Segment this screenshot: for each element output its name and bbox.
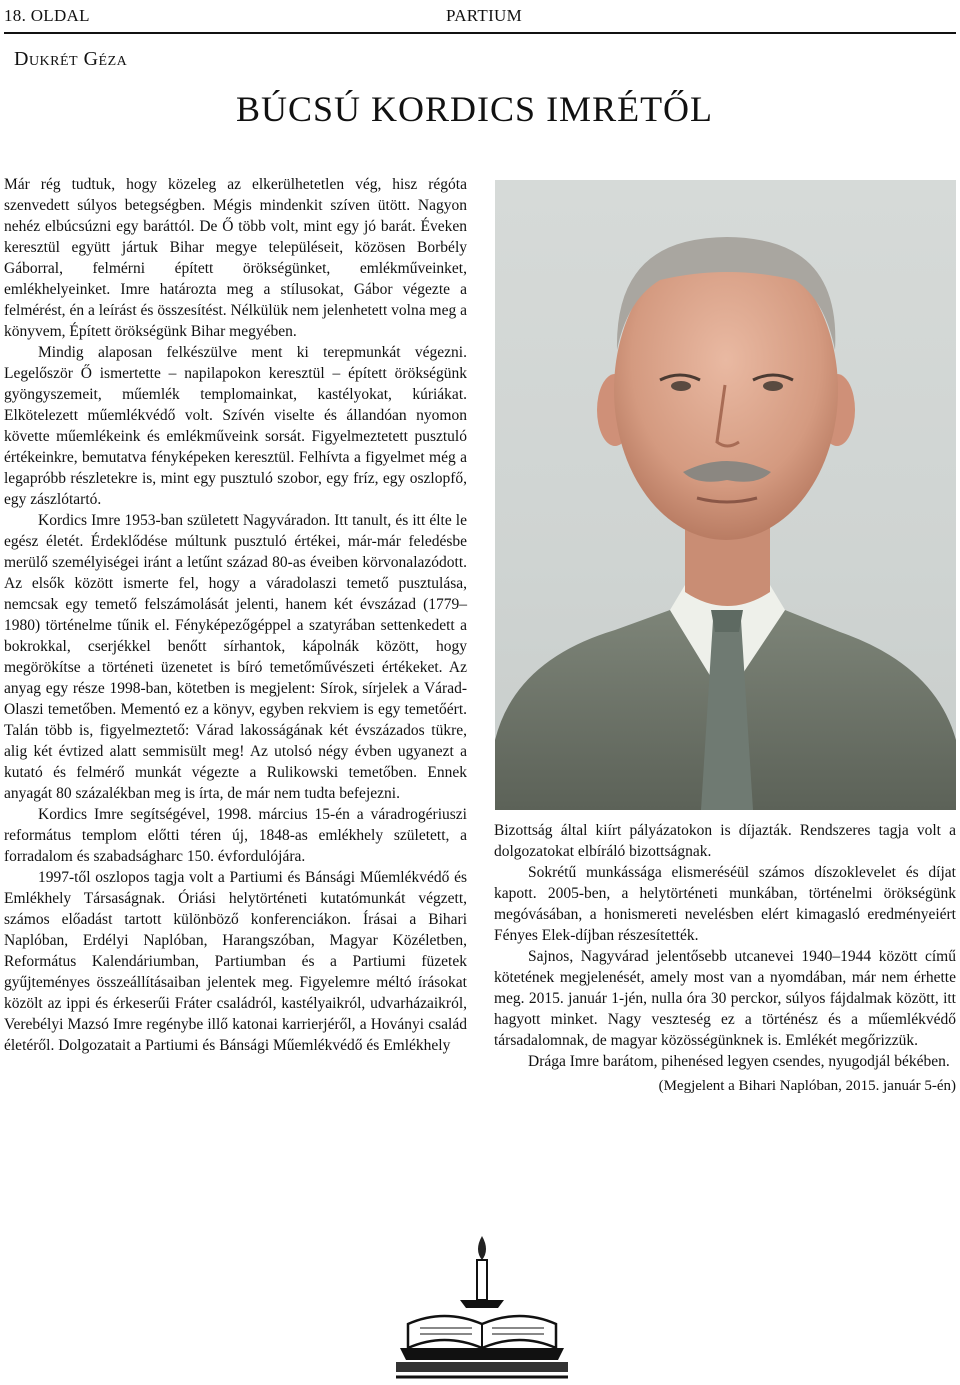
paragraph: Már rég tudtuk, hogy közeleg az elkerülhetetlen vég, hisz régóta szenvedett súlyos betegségben. Mégis mindenkit szíven ütött. Nagyon nehéz elbúcsúzni egy baráttól. De Ő több volt, mint egy jó barát. Éveken keresztül együtt jártuk Bihar megye településeit, közösen Borbély Gáborral, felmérni épített örökségünket, emlékműveinket, emlékhelyeinket. Imre határozta meg a stílusokat, Gábor végezte a felmérést, én a leírást és összesítést. Nélkülük nem jelenhetett volna meg a könyvem, Épített örökségünk Bihar megyében. (4, 176, 467, 340)
portrait-photo (495, 180, 956, 810)
open-book-candle-ornament (394, 1232, 570, 1380)
paragraph: Mindig alaposan felkészülve ment ki terepmunkát végezni. Legelőször Ő ismertette – napilapokon keresztül – épített örökségünk gyöngyszemeit, műemlék templomainkat, kastélyokat, kúriákat. Elkötelezett műemlékvédő volt. Szívén viselte és állandóan nyomon követte műemlékeink és emlékműveink sorsát. Figyelmeztetett pusztuló értékeinkre, bemutatva fényképeken keresztül. Felhívta a figyelmet még a legapróbb részletekre is, mint egy pusztuló szobor, egy fríz, egy oszlopfő, egy zászlótartó. (4, 344, 467, 508)
paragraph: Sajnos, Nagyvárad jelentősebb utcanevei 1940–1944 között című kötetének megjelenését, amely most van a nyomdában, már nem érhette meg. 2015. január 1-jén, nulla óra 30 perckor, súlyos fájdalmak között, itt hagyott minket. Nagy veszteség ez a történész és a műemlékvédő társadalomnak, de magyar közösségünknek is. Emlékét megőrizzük. (494, 948, 956, 1049)
article-title: BÚCSÚ KORDICS IMRÉTŐL (236, 89, 714, 129)
portrait-photo-icon (495, 180, 956, 810)
paragraph: Bizottság által kiírt pályázatokon is díjazták. Rendszeres tagja volt a dolgozatokat elbíráló bizottságnak. (494, 822, 956, 860)
journal-name: PARTIUM (446, 6, 523, 25)
header-rule (4, 32, 956, 34)
article-author: Dukrét Géza (14, 48, 128, 70)
right-column (494, 820, 956, 1097)
ornament-icon (394, 1232, 570, 1380)
paragraph: 1997-től oszlopos tagja volt a Partiumi és Bánsági Műemlékvédő és Emlékhely Társaságnak. Óriási helytörténeti kutatómunkát végzett, számos előadást tartott különböző konferenciákon. Írásai a Bihari Naplóban, Erdélyi Naplóban, Harangszóban, Magyar Közéletben, Református Kalendáriumban, Partiumban és a Partiumi füzetek gyűjteményes összeállításaiban jelentek meg. Figyelemre méltó írásokat közölt az ippi és érkeserűi Fráter családról, kastélyaikról, udvarházaikról, Verebélyi Mazsó Imre regénybe illő katonai karrierjéről, a Hoványi család életéről. Dolgozatait a Partiumi és Bánsági Műemlékvédő és Emlékhely (4, 869, 467, 1054)
paragraph: Sokrétű munkássága elismeréséül számos díszoklevelet és díjat kapott. 2005-ben, a helytörténeti munkában, történelmi örökségünk megóvásában, a honismereti nevelésben elért kimagasló eredményeiért Fényes Elek-díjban részesítették. (494, 864, 956, 944)
source-note: (Megjelent a Bihari Naplóban, 2015. január 5-én) (658, 1078, 956, 1094)
page-number: 18. OLDAL (4, 6, 90, 25)
page-header (4, 2, 956, 32)
paragraph: Kordics Imre segítségével, 1998. március 15-én a váradrogériuszi református templom előtti téren új, 1848-as emlékhely született, a forradalom és szabadságharc 150. évfordulójára. (4, 806, 467, 865)
left-column (4, 174, 467, 1056)
paragraph: Kordics Imre 1953-ban született Nagyváradon. Itt tanult, és itt élte le egész életét. Érdeklődése múltunk pusztuló értékei, már-már feledésbe merülő személyiségei iránt a letűnt század 80-as éveiben körvonalazódott. Az elsők között ismerte fel, hogy a váradolaszi temető pusztulása, nemcsak egy temető felszámolását jelenti, hanem két évszázad (1779–1980) történelme tűnik el. Fényképezőgéppel a szatyrában settenkedett a bokrokkal, cserjékkel benőtt sírhantok, kápolnák között, hogy megörökítse a történeti üzenetet is bíró temetőművészeti értékeket. Az anyag egy része 1998-ban, kötetben is megjelent: Sírok, sírjelek a Várad-Olaszi temetőben. Mementó ez a könyv, egyben rekviem is egy temetőért. Talán több is, figyelmeztető: Várad lakosságának két évszázados tükre, alig két évtized alatt semmisült meg! Az utolsó négy évben ugyanezt a kutató és felmérő munkát végezte a Rulikowski temetőben. Ennek anyagát 80 százalékban meg is írta, de már nem tudta befejezni. (4, 512, 467, 802)
paragraph: Drága Imre barátom, pihenésed legyen csendes, nyugodjál békében. (528, 1053, 950, 1070)
